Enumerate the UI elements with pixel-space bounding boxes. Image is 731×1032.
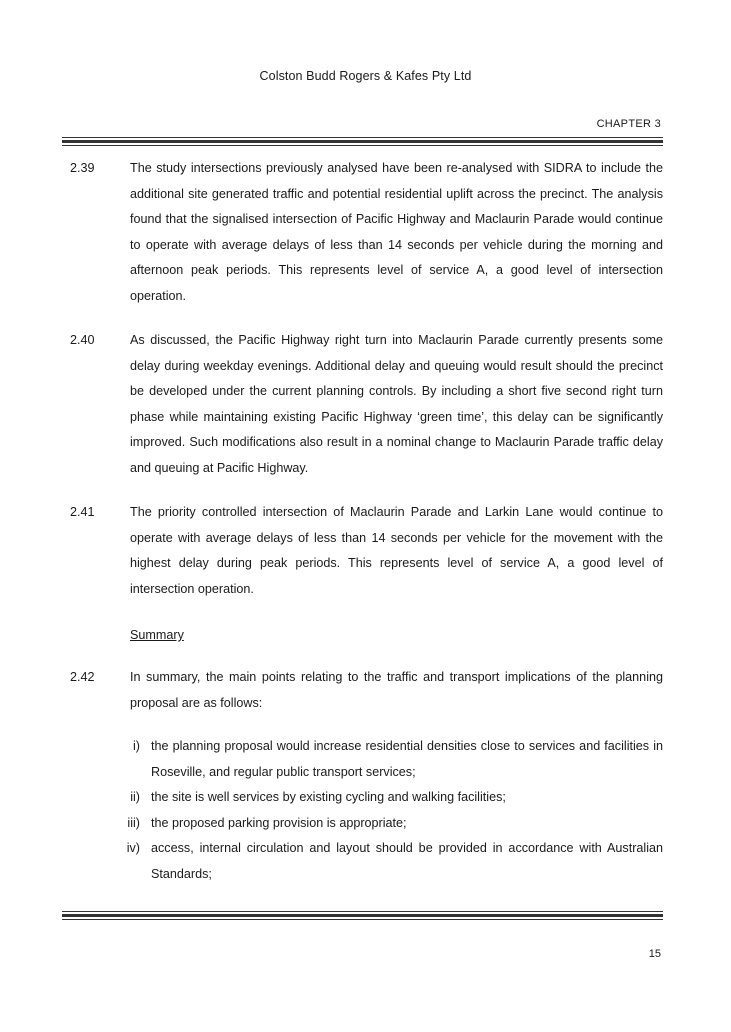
list-marker: ii): [130, 790, 140, 804]
paragraph-text: The study intersections previously analysed have been re-analysed with SIDRA to include the additional site generated traffic and potential residential uplift across the precinct. The analysis found that the signalised intersection of Pacific Highway and Maclaurin Parade would continue to operate with average delays of less than 14 seconds per vehicle during the morning and afternoon peak periods. This represents level of service A, a good level of intersection operation.: [130, 161, 663, 303]
paragraph-2-42: [70, 665, 663, 716]
list-item: [110, 734, 663, 785]
list-marker: i): [133, 739, 140, 753]
paragraph-text: As discussed, the Pacific Highway right turn into Maclaurin Parade currently presents some delay during weekday evenings. Additional delay and queuing would result should the precinct be developed under the current planning controls. By including a short five second right turn phase while maintaining existing Pacific Highway ‘green time’, this delay can be significantly improved. Such modifications also result in a nominal change to Maclaurin Parade traffic delay and queuing at Pacific Highway.: [130, 333, 663, 475]
list-item: [110, 785, 663, 811]
paragraph-number: 2.42: [70, 670, 95, 684]
chapter-label: CHAPTER 3: [596, 118, 661, 130]
header-company-name: Colston Budd Rogers & Kafes Pty Ltd: [259, 69, 472, 83]
paragraph-2-39: [70, 156, 663, 309]
paragraph-number: 2.40: [70, 333, 95, 347]
list-item-text: the planning proposal would increase residential densities close to services and facilities in Roseville, and regular public transport services;: [151, 739, 663, 779]
header-divider: [62, 137, 663, 146]
paragraph-2-41: [70, 500, 663, 602]
list-item-text: the proposed parking provision is appropriate;: [151, 815, 407, 830]
page-number: 15: [648, 948, 661, 960]
summary-list: [110, 734, 663, 887]
list-item: [110, 811, 663, 837]
paragraph-number: 2.39: [70, 161, 95, 175]
footer-divider: [62, 911, 663, 920]
list-item-text: access, internal circulation and layout should be provided in accordance with Australian Standards;: [151, 841, 663, 881]
list-marker: iii): [127, 815, 140, 830]
paragraph-text: In summary, the main points relating to the traffic and transport implications of the planning proposal are as follows:: [130, 670, 663, 710]
list-item-text: the site is well services by existing cycling and walking facilities;: [151, 790, 506, 804]
list-item: [110, 836, 663, 887]
paragraph-text: The priority controlled intersection of Maclaurin Parade and Larkin Lane would continue to operate with average delays of less than 14 seconds per vehicle for the movement with the highest delay during peak periods. This represents level of service A, a good level of intersection operation.: [130, 505, 663, 596]
paragraph-number: 2.41: [70, 505, 95, 519]
list-marker: iv): [126, 841, 140, 855]
paragraph-2-40: [70, 328, 663, 481]
summary-heading: Summary: [130, 628, 184, 642]
